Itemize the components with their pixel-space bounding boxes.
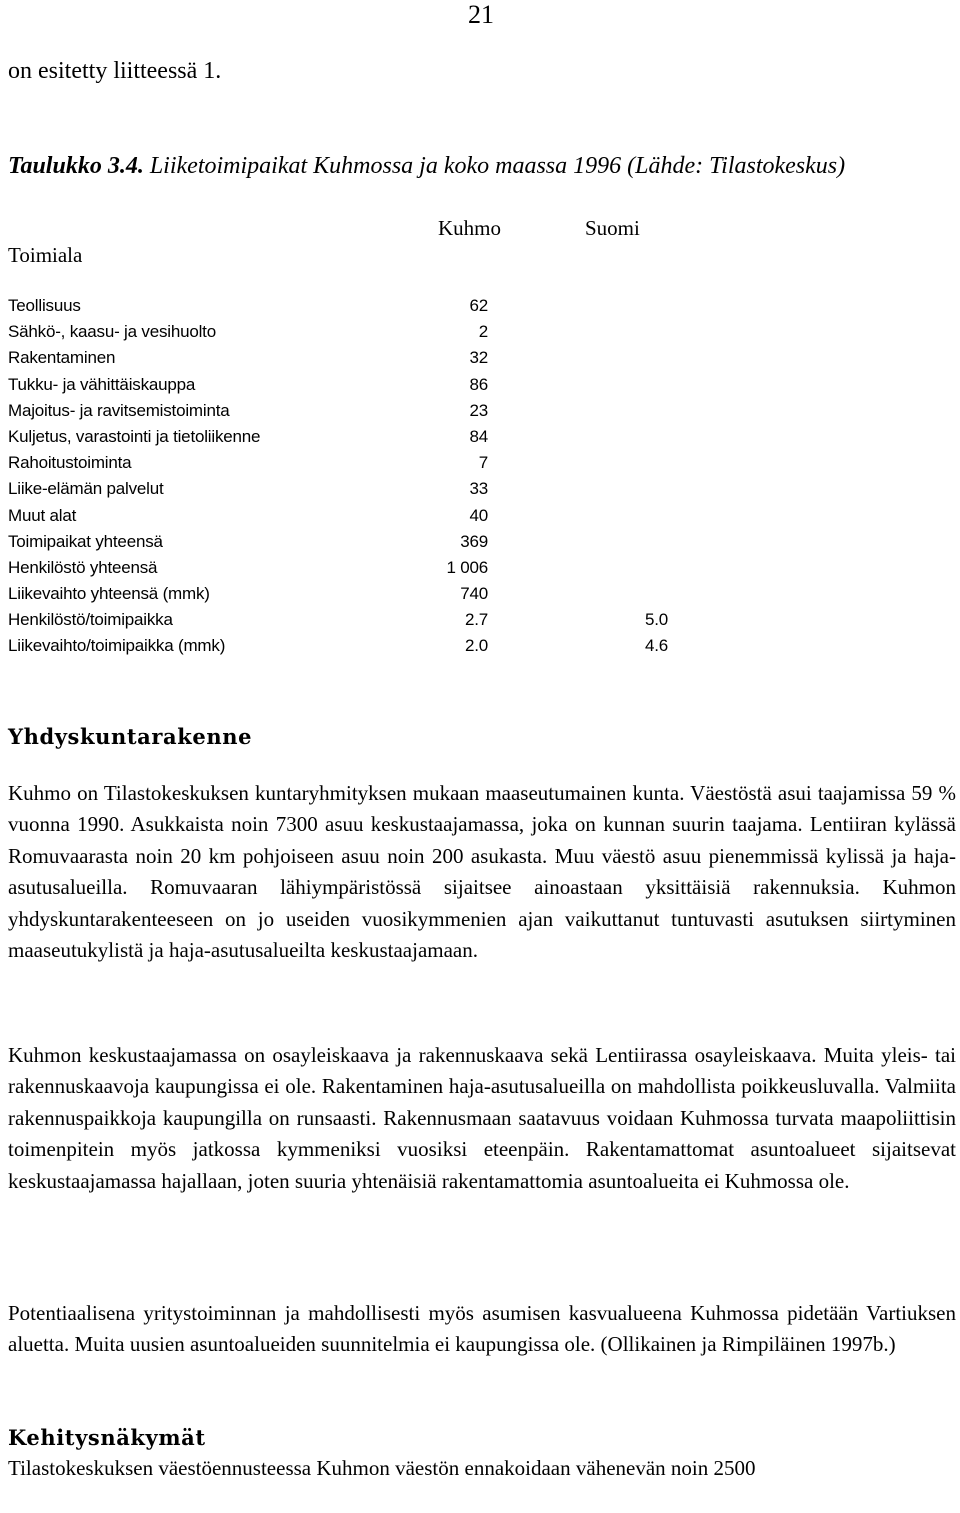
table-row — [8, 633, 668, 659]
kuhmo-value: 33 — [469, 479, 488, 499]
intro-text: on esitetty liitteessä 1. — [8, 58, 222, 84]
table-row — [8, 607, 668, 633]
table-row — [8, 450, 668, 476]
paragraph: Kuhmo on Tilastokeskuksen kuntaryhmityksen mukaan maaseutumainen kunta. Väestöstä asui taajamissa 59 % vuonna 1990. Asukkaista noin 7300 asuu keskustaajamassa, joka on kunnan suurin taajama. Lentiiran kylässä Romuvaarasta noin 20 km pohjoiseen asuu noin 200 asukasta. Muu väestö asuu pienemmissä kylissä ja haja-asutusalueilla. Romuvaaran lähiympäristössä sijaitsee ainoastaan yksittäisiä rakennuksia. Kuhmon yhdyskuntarakenteeseen on jo useiden vuosikymmenien ajan vaikuttanut tuntuvasti asutuksen siirtyminen maaseutukylistä ja haja-asutusalueilta keskustaajamaan. — [8, 781, 956, 963]
table-row — [8, 319, 668, 345]
row-label: Tukku- ja vähittäiskauppa — [8, 374, 196, 394]
kuhmo-value: 2.0 — [464, 636, 488, 656]
table-caption-text: Liiketoimipaikat Kuhmossa ja koko maassa 1996 (Lähde: Tilastokeskus) — [149, 153, 846, 179]
row-label: Liikevaihto/toimipaikka (mmk) — [8, 636, 226, 656]
paragraph-last-line: Tilastokeskuksen väestöennusteessa Kuhmon väestön ennakoidaan vähenevän noin 2500 — [8, 1456, 756, 1480]
kuhmo-value: 2 — [478, 322, 488, 342]
section-heading-kehitysnakymat: Kehitysnäkymät — [8, 1425, 206, 1450]
row-label: Muut alat — [8, 505, 77, 525]
table-caption-label: Taulukko 3.4. — [8, 153, 144, 179]
kuhmo-value: 740 — [460, 584, 488, 604]
suomi-value: 5.0 — [644, 610, 668, 630]
row-label: Sähkö-, kaasu- ja vesihuolto — [8, 322, 216, 342]
suomi-value: 4.6 — [644, 636, 668, 656]
table-row — [8, 293, 668, 319]
kuhmo-value: 86 — [469, 374, 488, 394]
kuhmo-value: 62 — [469, 296, 488, 315]
section-heading-yhdyskuntarakenne: Yhdyskuntarakenne — [8, 724, 253, 749]
table-row — [8, 372, 668, 398]
row-label: Kuljetus, varastointi ja tietoliikenne — [8, 426, 261, 446]
row-label: Teollisuus — [8, 296, 81, 315]
table-row — [8, 529, 668, 555]
row-label: Henkilöstö/toimipaikka — [8, 610, 173, 630]
row-label: Rahoitustoiminta — [8, 453, 132, 473]
row-label: Henkilöstö yhteensä — [8, 557, 158, 577]
kuhmo-value: 1 006 — [446, 557, 488, 577]
row-label: Liikevaihto yhteensä (mmk) — [8, 584, 210, 604]
page-number: 21 — [468, 0, 494, 29]
table-caption — [8, 153, 845, 180]
table-row — [8, 503, 668, 529]
row-label: Rakentaminen — [8, 348, 116, 368]
table-row — [8, 555, 668, 581]
table-row — [8, 476, 668, 502]
row-label: Majoitus- ja ravitsemistoiminta — [8, 400, 230, 420]
column-header-suomi: Suomi — [585, 216, 640, 240]
kuhmo-value: 23 — [469, 400, 488, 420]
kuhmo-value: 40 — [469, 505, 488, 525]
paragraph: Potentiaalisena yritystoiminnan ja mahdollisesti myös asumisen kasvualueena Kuhmossa pidetään Vartiuksen aluetta. Muita uusien asuntoalueiden suunnitelmia ei kaupungissa ole. (Ollikainen ja Rimpiläinen 1997b.) — [8, 1301, 956, 1357]
column-header-kuhmo: Kuhmo — [438, 216, 501, 240]
kuhmo-value: 2.7 — [464, 610, 488, 630]
table-row — [8, 398, 668, 424]
kuhmo-value: 7 — [478, 453, 488, 473]
table-row — [8, 581, 668, 607]
kuhmo-value: 369 — [460, 531, 488, 551]
table-body — [8, 293, 668, 660]
kuhmo-value: 32 — [469, 348, 488, 368]
row-label: Liike-elämän palvelut — [8, 479, 164, 499]
kuhmo-value: 84 — [469, 426, 488, 446]
table-row — [8, 424, 668, 450]
row-label: Toimipaikat yhteensä — [8, 531, 163, 551]
paragraph: Kuhmon keskustaajamassa on osayleiskaava ja rakennuskaava sekä Lentiirassa osayleiskaava. Muita yleis- tai rakennuskaavoja kaupungissa ei ole. Rakentaminen haja-asutusalueilla on mahdollista poikkeusluvalla. Valmiita rakennuspaikkoja kaupungilla on runsaasti. Rakennusmaan saatavuus voidaan Kuhmossa turvata maapoliittisin toimenpitein myös jatkossa kymmeniksi vuosiksi eteenpäin. Rakentamattomat asuntoalueet sijaitsevat keskustaajamassa hajallaan, joten suuria yhtenäisiä rakentamattomia asuntoalueita ei Kuhmossa ole. — [8, 1043, 956, 1193]
table-row — [8, 345, 668, 371]
column-header-industry: Toimiala — [8, 243, 83, 267]
